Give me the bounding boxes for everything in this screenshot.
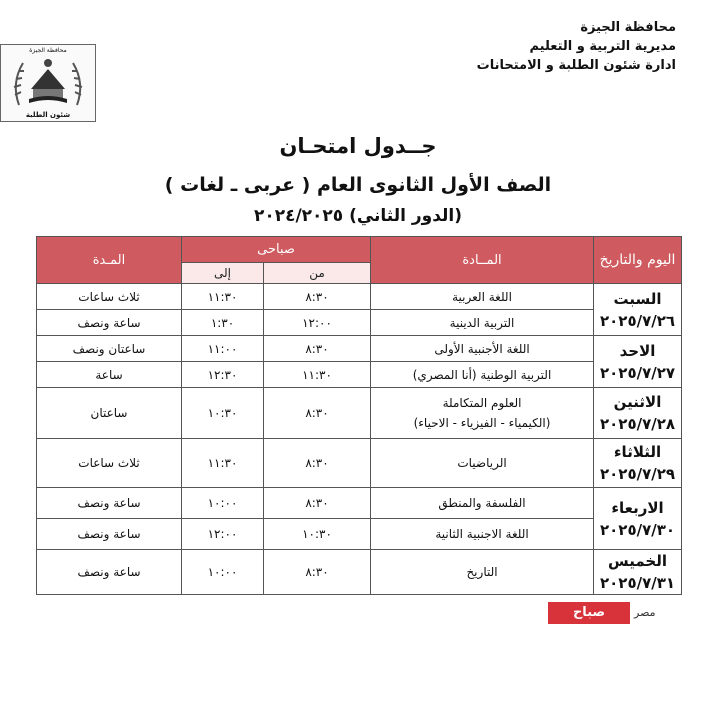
from-cell: ١٠:٣٠: [264, 519, 371, 550]
to-cell: ١١:٣٠: [182, 284, 264, 310]
duration-cell: ساعة: [37, 362, 182, 388]
grade-heading: الصف الأول الثانوى العام ( عربى ـ لغات ): [164, 174, 552, 196]
to-cell: ١٠:٠٠: [182, 550, 264, 595]
duration-cell: ساعة ونصف: [37, 310, 182, 336]
watermark-suffix: مصر: [634, 606, 656, 619]
subject-cell: اللغة الاجنبية الثانية: [371, 519, 594, 550]
day-name: السبت: [613, 289, 662, 308]
duration-cell: ساعة ونصف: [37, 550, 182, 595]
from-cell: ١٢:٠٠: [264, 310, 371, 336]
subject-cell: [371, 388, 594, 439]
subject-cell: اللغة الأجنبية الأولى: [371, 336, 594, 362]
header-duration: المـدة: [37, 237, 182, 284]
header-from: من: [264, 262, 371, 283]
duration-cell: ساعتان ونصف: [37, 336, 182, 362]
subject-line-2: (الكيمياء - الفيزياء - الاحياء): [413, 416, 551, 430]
from-cell: ٨:٣٠: [264, 388, 371, 439]
table-row: [37, 550, 682, 595]
table-row: [37, 488, 682, 519]
day-date: ٢٠٢٥/٧/٣١: [599, 574, 676, 592]
table-row: [37, 336, 682, 362]
table-row: [37, 388, 682, 439]
to-cell: ١٠:٣٠: [182, 388, 264, 439]
day-name: الاربعاء: [611, 498, 664, 517]
header-session: صباحى: [182, 237, 371, 263]
day-date: ٢٠٢٥/٧/٣٠: [599, 520, 676, 539]
subject-cell: التربية الوطنية (أنا المصري): [371, 362, 594, 388]
day-name: الاحد: [619, 341, 656, 360]
header-line-2: مديرية التربية و التعليم: [529, 39, 676, 54]
header-day: اليوم والتاريخ: [594, 237, 682, 284]
subject-cell: التربية الدينية: [371, 310, 594, 336]
subject-line-1: العلوم المتكاملة: [442, 396, 522, 410]
logo-top-text: محافظة الجيزة: [29, 47, 67, 54]
day-date: ٢٠٢٥/٧/٢٨: [599, 415, 676, 433]
day-name: الثلاثاء: [613, 443, 662, 461]
duration-cell: ساعة ونصف: [37, 488, 182, 519]
day-date: ٢٠٢٥/٧/٢٩: [599, 465, 676, 483]
to-cell: ١:٣٠: [182, 310, 264, 336]
duration-cell: ثلاث ساعات: [37, 439, 182, 488]
table-row: [37, 519, 682, 550]
from-cell: ٨:٣٠: [264, 284, 371, 310]
duration-cell: ساعتان: [37, 388, 182, 439]
subject-cell: الرياضيات: [371, 439, 594, 488]
day-name: الاثنين: [613, 393, 662, 411]
subject-cell: الفلسفة والمنطق: [371, 488, 594, 519]
subject-cell: اللغة العربية: [371, 284, 594, 310]
from-cell: ٨:٣٠: [264, 439, 371, 488]
day-cell: [594, 388, 682, 439]
governorate-header: [477, 18, 676, 75]
table-row: [37, 439, 682, 488]
table-row: [37, 310, 682, 336]
site-watermark: [548, 602, 666, 624]
header-to: إلى: [182, 262, 264, 283]
watermark-brand: صباح: [548, 602, 630, 624]
from-cell: ٨:٣٠: [264, 336, 371, 362]
day-cell: [594, 439, 682, 488]
table-row: [37, 362, 682, 388]
header-subject: المــادة: [371, 237, 594, 284]
day-date: ٢٠٢٥/٧/٢٦: [599, 311, 676, 330]
duration-cell: ساعة ونصف: [37, 519, 182, 550]
table-row: [37, 284, 682, 310]
from-cell: ٨:٣٠: [264, 488, 371, 519]
logo-bottom-text: شئون الطلبة: [25, 111, 71, 119]
to-cell: ١١:٠٠: [182, 336, 264, 362]
to-cell: ١٢:٣٠: [182, 362, 264, 388]
to-cell: ١٠:٠٠: [182, 488, 264, 519]
day-name: الخميس: [608, 552, 667, 570]
day-cell: [594, 550, 682, 595]
day-date: ٢٠٢٥/٧/٢٧: [599, 363, 676, 382]
to-cell: ١١:٣٠: [182, 439, 264, 488]
logo-emblem-icon: [1, 45, 95, 121]
page-title: جــدول امتحـان: [279, 134, 437, 158]
day-cell: [594, 284, 682, 336]
exam-round: (الدور الثاني) ٢٠٢٤/٢٠٢٥: [253, 206, 463, 226]
subject-cell: التاريخ: [371, 550, 594, 595]
duration-cell: ثلاث ساعات: [37, 284, 182, 310]
from-cell: ١١:٣٠: [264, 362, 371, 388]
header-line-1: محافظة الجيزة: [580, 20, 676, 35]
day-cell: [594, 336, 682, 388]
directorate-logo: [0, 44, 96, 122]
to-cell: ١٢:٠٠: [182, 519, 264, 550]
from-cell: ٨:٣٠: [264, 550, 371, 595]
day-cell: [594, 488, 682, 550]
exam-schedule-table: [36, 236, 682, 595]
header-line-3: ادارة شئون الطلبة و الامتحانات: [476, 58, 676, 73]
